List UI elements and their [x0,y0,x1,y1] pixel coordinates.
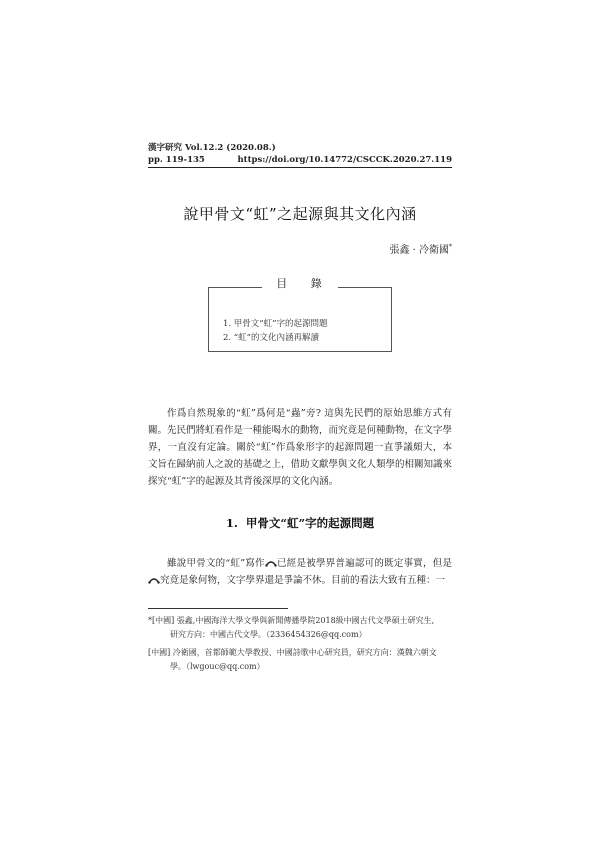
author-names: 張鑫 · 冷衛國 [389,245,449,256]
footnote-line: 學。（lwgouc@qq.com） [170,662,265,671]
doi-link[interactable]: https://doi.org/10.14772/CSCCK.2020.27.119 [237,155,452,165]
section-heading [0,515,600,531]
toc-heading: 目 錄 [0,275,600,291]
author-line [389,241,452,256]
abstract-paragraph: 作爲自然現象的“虹”爲何是“蟲”旁? 這與先民們的原始思維方式有關。先民們將虹看作是一種能喝水的動物，而究竟是何種動物，在文字學界，一直沒有定論。關於“虹”作爲象形字的起源問題一直爭議頗大，本文旨在歸納前人之說的基礎之上，借助文獻學與文化人類學的相關知識來探究“虹”字的起源及其背後深厚的文化內涵。 [148,408,453,487]
toc-item[interactable]: 1. 甲骨文“虹”字的起源問題 [223,319,328,329]
footnote [148,646,458,674]
paper-title: 說甲骨文“虹”之起源與其文化內涵 [183,205,417,223]
toc-item[interactable]: 2. “虹”的文化內涵再解讀 [223,333,320,343]
footnote-divider [148,608,288,609]
footnote [148,614,458,642]
oracle-bone-rainbow-glyph [265,560,277,567]
footnote-line: *[中國] 張鑫,中國海洋大學文學與新聞傳播學院2018級中國古代文學碩士研究生, [148,616,435,625]
section-title: 甲骨文“虹”字的起源問題 [245,516,375,530]
author-footnote-mark: * [449,243,452,251]
footnote-line: [中國] 冷衛國，首都師範大學教授、中國詩歌中心研究員，研究方向：漢魏六朝文 [148,648,437,657]
header-divider [148,167,452,168]
oracle-bone-rainbow-glyph [148,577,160,584]
footnote-line: 研究方向：中國古代文學。（2336454326@qq.com） [170,630,367,639]
page-range: pp. 119-135 [148,155,205,165]
section-number: 1. [225,516,238,530]
journal-info: 漢字研究 Vol.12.2 (2020.08.) [148,143,276,153]
body-paragraph: 雖說甲骨文的“虹”寫作 已經是被學界普遍認可的既定事實，但是 究竟是象何物，文字學界還是爭論不休。目前的看法大致有五種：一 [148,555,452,589]
